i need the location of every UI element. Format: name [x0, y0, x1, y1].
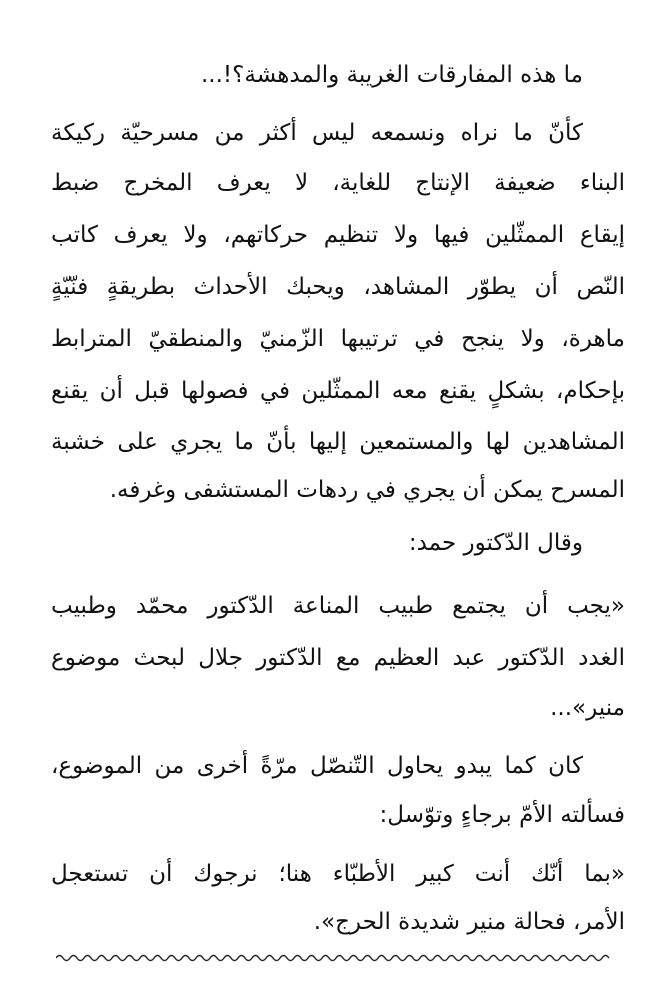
text-line: وقال الدّكتور حمد:: [408, 530, 583, 556]
text-line: البناء ضعيفة الإنتاج للغاية، لا يعرف المخرج ضبط: [51, 170, 625, 196]
text-line: الغدد الدّكتور عبد العظيم مع الدّكتور جلال لبحث موضوع: [51, 645, 625, 671]
text-line: المسرح يمكن أن يجري في ردهات المستشفى وغرفه.: [109, 477, 625, 503]
text-line: كان كما يبدو يحاول التّنصّل مرّةً أخرى من الموضوع،: [51, 753, 583, 779]
text-line: بإحكام، بشكلٍ يقنع معه الممثّلين في فصولها قبل أن يقنع: [51, 378, 625, 404]
text-line: ماهرة، ولا ينجح في ترتيبها الزّمنيّ والمنطقيّ المترابط: [51, 326, 625, 352]
text-line: الأمر، فحالة منير شديدة الحرج».: [313, 909, 625, 935]
text-line: فسألته الأمّ برجاءٍ وتوّسل:: [379, 802, 625, 828]
text-line: المشاهدين لها والمستمعين إليها بأنّ ما يجري على خشبة: [51, 429, 625, 455]
wavy-divider: [56, 948, 612, 968]
text-line: «بما أنّك أنت كبير الأطبّاء هنا؛ نرجوك أن تستعجل: [51, 861, 625, 887]
text-line: «يجب أن يجتمع طبيب المناعة الدّكتور محمّد وطبيب: [51, 593, 625, 619]
text-line: إيقاع الممثّلين فيها ولا تنظيم حركاتهم، ولا يعرف كاتب: [51, 222, 625, 248]
text-line: كأنّ ما نراه ونسمعه ليس أكثر من مسرحيّة ركيكة: [51, 120, 583, 146]
text-line: منير»...: [550, 695, 625, 721]
text-line: النّص أن يطوّر المشاهد، ويحبك الأحداث بطريقةٍ فنّيّةٍ: [51, 274, 625, 300]
text-line: ما هذه المفارقات الغريبة والمدهشة؟!...: [201, 62, 583, 88]
